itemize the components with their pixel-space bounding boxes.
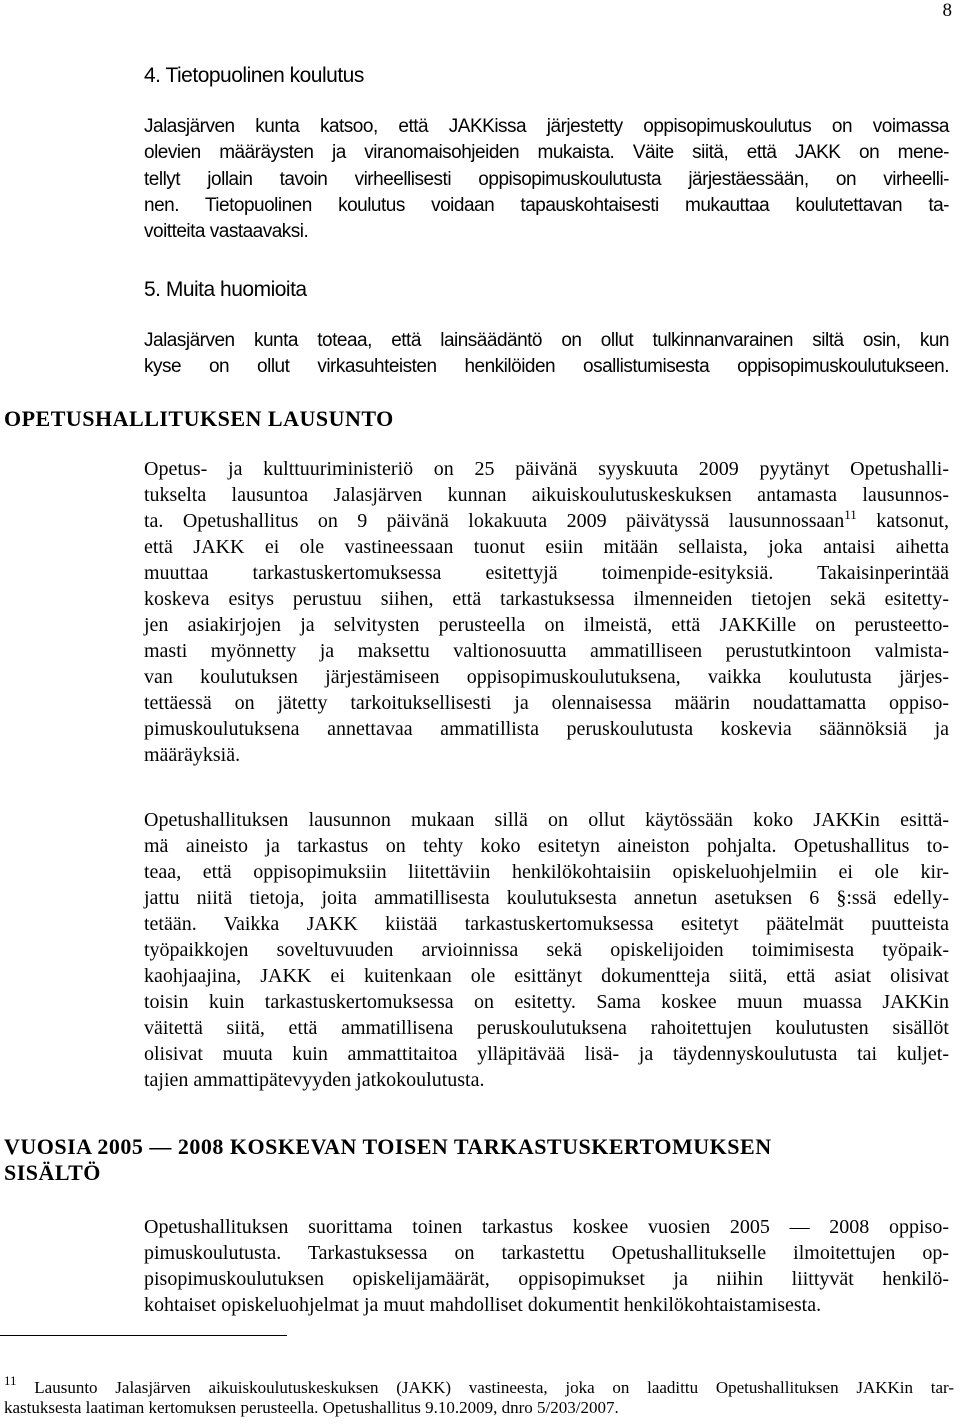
text-line: van koulutuksen järjestämiseen oppisopimuskoulutuksena, vaikka koulutusta järjes-	[144, 666, 949, 688]
heading-line: SISÄLTÖ	[4, 1160, 101, 1185]
heading-line: VUOSIA 2005 — 2008 KOSKEVAN TOISEN TARKASTUSKERTOMUKSEN	[4, 1134, 772, 1159]
text-line: tajien ammattipätevyyden jatkokoulutusta.	[144, 1069, 485, 1091]
text-line: pisopimuskoulutuksen opiskelijamäärät, oppisopimukset ja niihin liittyvät henkilö-	[144, 1268, 949, 1290]
text-line: että JAKK ei ole vastineessaan tuonut esiin mitään sellaista, joka antaisi aihetta	[144, 536, 949, 558]
text-line: pimuskoulutuksena annettavaa ammatillista peruskoulutusta koskevia säännöksiä ja	[144, 718, 949, 740]
text-line: Jalasjärven kunta toteaa, että lainsäädäntö on ollut tulkinnanvarainen siltä osin, kun	[144, 330, 949, 351]
oph-heading: OPETUSHALLITUKSEN LAUSUNTO	[4, 406, 394, 431]
vuosia-heading	[4, 1134, 944, 1186]
text-line: muuttaa tarkastuskertomuksessa esitettyjä toimenpide-esityksiä. Takaisinperintää	[144, 562, 949, 584]
text-line: tetään. Vaikka JAKK kiistää tarkastuskertomuksessa esitetyt päätelmät puutteista	[144, 913, 949, 935]
text-line: työpaikkojen soveltuvuuden arvioinnissa sekä opiskelijoiden toimimisesta työpaik-	[144, 939, 949, 961]
section-4-paragraph	[144, 114, 949, 245]
text-line: tettäessä on jätetty tarkoituksellisesti ja olennaisessa määrin noudattamatta oppiso-	[144, 692, 949, 714]
footnote-number: 11	[4, 1373, 17, 1388]
text-line: kaohjaajina, JAKK ei kuitenkaan ole esittänyt dokumentteja siitä, että asiat olisivat	[144, 965, 949, 987]
page-number: 8	[942, 0, 952, 21]
text-line: mä aineisto ja tarkastus on tehty koko esitetyn aineiston pohjalta. Opetushallitus to-	[144, 835, 949, 857]
text-line: väitettä siitä, että ammatillisena peruskoulutuksena rahoitettujen koulutusten sisällöt	[144, 1017, 949, 1039]
text-line: määräyksiä.	[144, 744, 241, 766]
text-line: jattu niitä tietoja, joita ammatillisesta koulutuksesta annetun asetuksen 6 §:ssä edelly-	[144, 887, 949, 909]
text-line: voitteita vastaavaksi.	[144, 221, 309, 243]
section-5-paragraph	[144, 328, 949, 381]
footnote-reference[interactable]: 11	[844, 507, 857, 522]
footnote-separator	[0, 1335, 287, 1336]
text-line: Jalasjärven kunta katsoo, että JAKKissa järjestetty oppisopimuskoulutus on voimassa	[144, 116, 949, 137]
text-line: olevien määräysten ja viranomaisohjeiden mukaista. Väite siitä, että JAKK on mene-	[144, 142, 949, 164]
text-line-with-footnote-ref	[144, 508, 949, 534]
text-line: kyse on ollut virkasuhteisten henkilöiden osallistumisesta oppisopimuskoulutukseen.	[144, 356, 949, 378]
text-fragment: katsonut,	[856, 510, 949, 532]
text-line: koskeva esitys perustuu siihen, että tarkastuksessa ilmenneiden tietojen sekä esitetty-	[144, 588, 949, 610]
section-4-heading: 4. Tietopuolinen koulutus	[144, 64, 364, 87]
text-line: pimuskoulutusta. Tarkastuksessa on tarkastettu Opetushallitukselle ilmoitettujen op-	[144, 1242, 949, 1264]
text-line: tukselta lausuntoa Jalasjärven kunnan aikuiskoulutuskeskuksen antamasta lausunnos-	[144, 484, 949, 506]
text-line: Opetus- ja kulttuuriministeriö on 25 päivänä syyskuuta 2009 pyytänyt Opetushalli-	[144, 458, 949, 480]
text-line: jen asiakirjojen ja selvitysten perusteella on ilmeistä, että JAKKille on perusteetto-	[144, 614, 949, 636]
text-line: kohtaiset opiskeluohjelmat ja muut mahdolliset dokumentit henkilökohtaistamisesta.	[144, 1294, 822, 1316]
text-line: Opetushallituksen suorittama toinen tarkastus koskee vuosien 2005 — 2008 oppiso-	[144, 1216, 949, 1238]
text-line: masti myönnetty ja maksettu valtionosuutta ammatilliseen perustutkintoon valmista-	[144, 640, 949, 662]
text-line: teaa, että oppisopimuksiin liitettäviin henkilökohtaisiin opiskeluohjelmiin ei ole kir-	[144, 861, 949, 883]
footnote-line: kastuksesta laatiman kertomuksen perusteella. Opetushallitus 9.10.2009, dnro 5/203/2007.	[4, 1398, 619, 1417]
section-5-heading: 5. Muita huomioita	[144, 278, 307, 301]
text-line: olisivat muuta kuin ammattitaitoa ylläpitävää lisä- ja täydennyskoulutusta tai kuljet-	[144, 1043, 949, 1065]
vuosia-paragraph	[144, 1214, 949, 1318]
oph-paragraph-2	[144, 807, 949, 1093]
text-line: Opetushallituksen lausunnon mukaan sillä on ollut käytössään koko JAKKin esittä-	[144, 809, 949, 831]
text-line: toisin kuin tarkastuskertomuksessa on esitetty. Sama koskee muun muassa JAKKin	[144, 991, 949, 1013]
text-fragment: Lausunto Jalasjärven aikuiskoulutuskeskuksen (JAKK) vastineesta, joka on laadittu Opetushallituksen JAKKin tar-	[16, 1378, 954, 1397]
text-fragment: ta. Opetushallitus on 9 päivänä lokakuuta 2009 päivätyssä lausunnossaan	[144, 510, 845, 532]
text-line: tellyt jollain tavoin virheellisesti oppisopimuskoulutusta järjestäessään, on virheelli-	[144, 168, 949, 190]
footnote-line	[4, 1373, 954, 1398]
oph-paragraph-1	[144, 456, 949, 768]
text-line: nen. Tietopuolinen koulutus voidaan tapauskohtaisesti mukauttaa koulutettavan ta-	[144, 194, 949, 216]
footnote	[4, 1373, 954, 1418]
